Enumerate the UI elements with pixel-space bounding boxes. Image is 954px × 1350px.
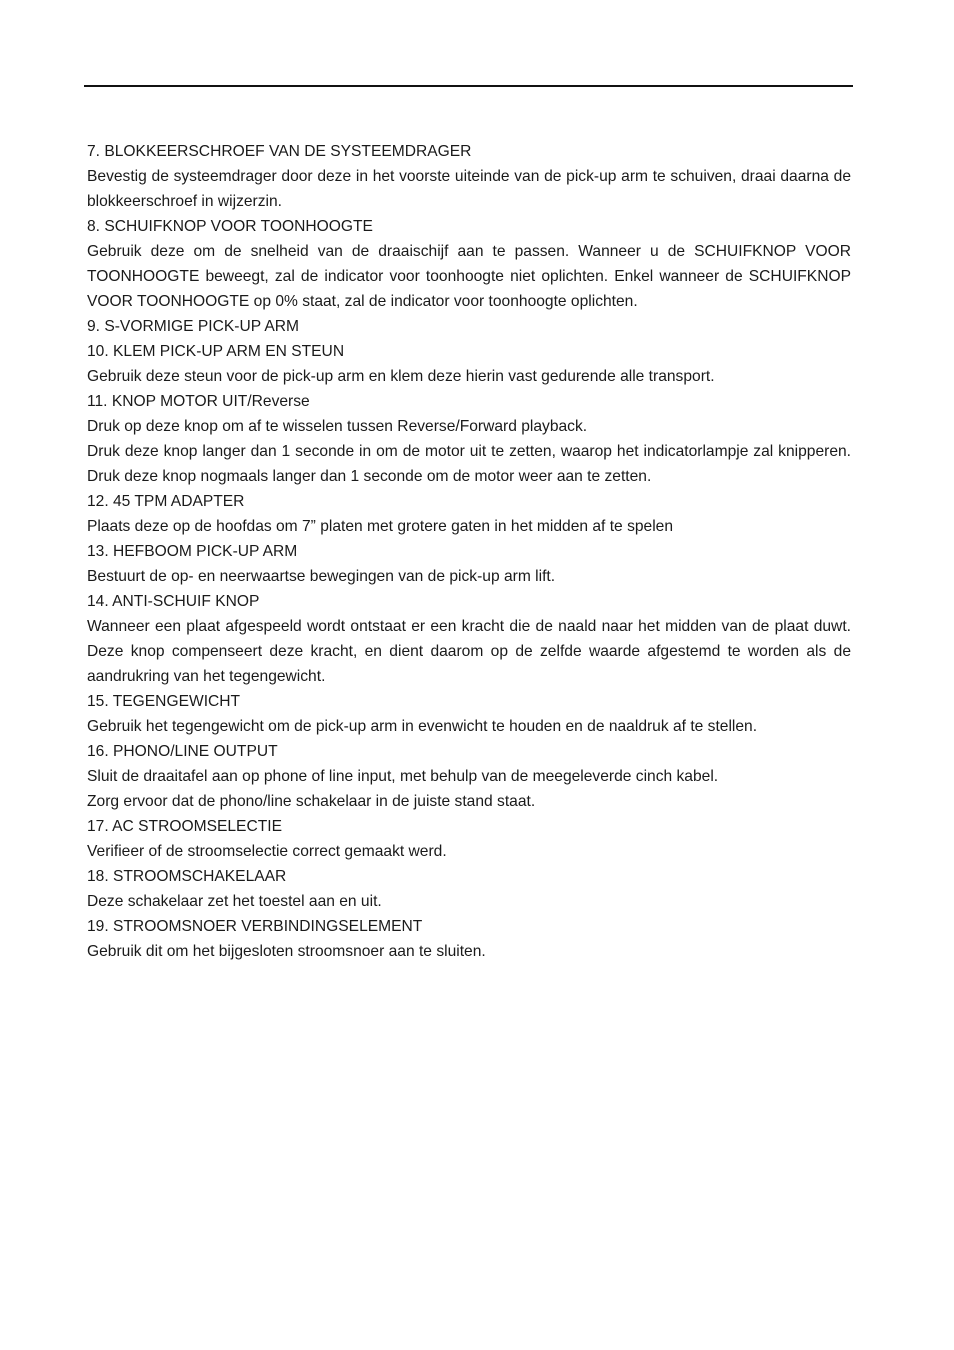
section-15 bbox=[87, 689, 851, 739]
section-heading: 10. KLEM PICK-UP ARM EN STEUN bbox=[87, 343, 345, 360]
section-paragraph: Druk deze knop langer dan 1 seconde in om de motor uit te zetten, waarop het indicatorlampje zal knipperen. Druk deze knop nogmaals langer dan 1 seconde om de motor weer aan te zetten. bbox=[87, 443, 851, 485]
section-11 bbox=[87, 389, 851, 489]
section-heading: 19. STROOMSNOER VERBINDINGSELEMENT bbox=[87, 918, 423, 935]
section-heading: 18. STROOMSCHAKELAAR bbox=[87, 868, 287, 885]
section-paragraph: Wanneer een plaat afgespeeld wordt ontstaat er een kracht die de naald naar het midden van de plaat duwt. Deze knop compenseert deze kracht, en dient daarom op de zelfde waarde afgestemd te worden als de aandrukring van het tegengewicht. bbox=[87, 618, 851, 685]
section-paragraph: Gebruik deze steun voor de pick-up arm en klem deze hierin vast gedurende alle transport. bbox=[87, 368, 715, 385]
section-heading: 13. HEFBOOM PICK-UP ARM bbox=[87, 543, 298, 560]
section-18 bbox=[87, 864, 851, 914]
section-paragraph: Zorg ervoor dat de phono/line schakelaar in de juiste stand staat. bbox=[87, 793, 536, 810]
section-heading: 9. S-VORMIGE PICK-UP ARM bbox=[87, 318, 299, 335]
section-paragraph: Sluit de draaitafel aan op phone of line input, met behulp van de meegeleverde cinch kabel. bbox=[87, 768, 719, 785]
section-paragraph: Plaats deze op de hoofdas om 7” platen met grotere gaten in het midden af te spelen bbox=[87, 518, 674, 535]
section-paragraph: Gebruik dit om het bijgesloten stroomsnoer aan te sluiten. bbox=[87, 943, 486, 960]
section-9 bbox=[87, 314, 851, 339]
section-paragraph: Bestuurt de op- en neerwaartse bewegingen van de pick-up arm lift. bbox=[87, 568, 556, 585]
section-paragraph: Deze schakelaar zet het toestel aan en uit. bbox=[87, 893, 382, 910]
section-paragraph: Gebruik het tegengewicht om de pick-up arm in evenwicht te houden en de naaldruk af te stellen. bbox=[87, 718, 758, 735]
section-heading: 14. ANTI-SCHUIF KNOP bbox=[87, 593, 260, 610]
section-19 bbox=[87, 914, 851, 964]
section-14 bbox=[87, 589, 851, 689]
section-paragraph: Gebruik deze om de snelheid van de draaischijf aan te passen. Wanneer u de SCHUIFKNOP VOOR TOONHOOGTE beweegt, zal de indicator voor toonhoogte niet oplichten. Enkel wanneer de SCHUIFKNOP VOOR TOONHOOGTE op 0% staat, zal de indicator voor toonhoogte oplichten. bbox=[87, 243, 851, 310]
header-rule bbox=[84, 85, 853, 87]
section-8 bbox=[87, 214, 851, 314]
section-paragraph: Verifieer of de stroomselectie correct gemaakt werd. bbox=[87, 843, 447, 860]
section-heading: 12. 45 TPM ADAPTER bbox=[87, 493, 245, 510]
section-heading: 15. TEGENGEWICHT bbox=[87, 693, 241, 710]
section-17 bbox=[87, 814, 851, 864]
section-13 bbox=[87, 539, 851, 589]
manual-content bbox=[87, 139, 851, 964]
section-heading: 16. PHONO/LINE OUTPUT bbox=[87, 743, 278, 760]
section-heading: 11. KNOP MOTOR UIT/Reverse bbox=[87, 393, 310, 410]
section-16 bbox=[87, 739, 851, 814]
section-paragraph: Druk op deze knop om af te wisselen tussen Reverse/Forward playback. bbox=[87, 418, 588, 435]
section-heading: 7. BLOKKEERSCHROEF VAN DE SYSTEEMDRAGER bbox=[87, 143, 472, 160]
section-10 bbox=[87, 339, 851, 389]
section-heading: 8. SCHUIFKNOP VOOR TOONHOOGTE bbox=[87, 218, 373, 235]
section-7 bbox=[87, 139, 851, 214]
section-heading: 17. AC STROOMSELECTIE bbox=[87, 818, 282, 835]
section-12 bbox=[87, 489, 851, 539]
section-paragraph: Bevestig de systeemdrager door deze in het voorste uiteinde van de pick-up arm te schuiven, draai daarna de blokkeerschroef in wijzerzin. bbox=[87, 168, 851, 210]
